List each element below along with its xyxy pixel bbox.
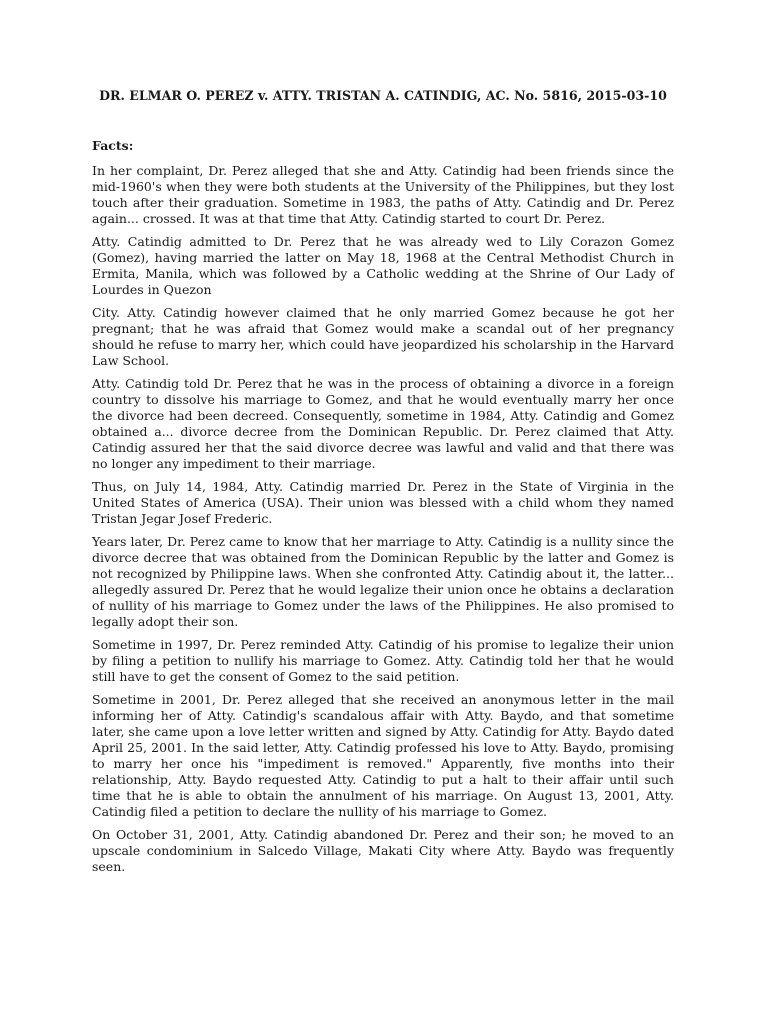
document-page [92,88,674,882]
paragraph-1: In her complaint, Dr. Perez alleged that she and Atty. Catindig had been friends since the mid-1960's when they were both students at the University of the Philippines, but they lost touch after their graduation. Sometime in 1983, the paths of Atty. Catindig and Dr. Perez again... crossed. It was at that time that Atty. Catindig started to court Dr. Perez. [92,163,674,226]
document-title: DR. ELMAR O. PEREZ v. ATTY. TRISTAN A. CATINDIG, AC. No. 5816, 2015-03-10 [99,88,667,103]
paragraph-6: Years later, Dr. Perez came to know that her marriage to Atty. Catindig is a nullity since the divorce decree that was obtained from the Dominican Republic by the latter and Gomez is not recognized by Philippine laws. When she confronted Atty. Catindig about it, the latter... allegedly assured Dr. Perez that he would legalize their union once he obtains a declaration of nullity of his marriage to Gomez under the laws of the Philippines. He also promised to legally adopt their son. [92,534,674,629]
paragraph-5: Thus, on July 14, 1984, Atty. Catindig married Dr. Perez in the State of Virginia in the United States of America (USA). Their union was blessed with a child whom they named Tristan Jegar Josef Frederic. [92,479,674,526]
paragraph-4: Atty. Catindig told Dr. Perez that he was in the process of obtaining a divorce in a foreign country to dissolve his marriage to Gomez, and that he would eventually marry her once the divorce had been decreed. Consequently, sometime in 1984, Atty. Catindig and Gomez obtained a... divorce decree from the Dominican Republic. Dr. Perez claimed that Atty. Catindig assured her that the said divorce decree was lawful and valid and that there was no longer any impediment to their marriage. [92,376,674,471]
paragraph-7: Sometime in 1997, Dr. Perez reminded Atty. Catindig of his promise to legalize their union by filing a petition to nullify his marriage to Gomez. Atty. Catindig told her that he would still have to get the consent of Gomez to the said petition. [92,637,674,684]
section-heading-facts: Facts: [92,138,134,153]
paragraph-2: Atty. Catindig admitted to Dr. Perez that he was already wed to Lily Corazon Gomez (Gomez), having married the latter on May 18, 1968 at the Central Methodist Church in Ermita, Manila, which was followed by a Catholic wedding at the Shrine of Our Lady of Lourdes in Quezon [92,234,674,297]
paragraph-8: Sometime in 2001, Dr. Perez alleged that she received an anonymous letter in the mail informing her of Atty. Catindig's scandalous affair with Atty. Baydo, and that sometime later, she came upon a love letter written and signed by Atty. Catindig for Atty. Baydo dated April 25, 2001. In the said letter, Atty. Catindig professed his love to Atty. Baydo, promising to marry her once his "impediment is removed." Apparently, five months into their relationship, Atty. Baydo requested Atty. Catindig to put a halt to their affair until such time that he is able to obtain the annulment of his marriage. On August 13, 2001, Atty. Catindig filed a petition to declare the nullity of his marriage to Gomez. [92,692,674,819]
paragraph-3: City. Atty. Catindig however claimed that he only married Gomez because he got her pregnant; that he was afraid that Gomez would make a scandal out of her pregnancy should he refuse to marry her, which could have jeopardized his scholarship in the Harvard Law School. [92,305,674,368]
paragraph-9: On October 31, 2001, Atty. Catindig abandoned Dr. Perez and their son; he moved to an upscale condominium in Salcedo Village, Makati City where Atty. Baydo was frequently seen. [92,827,674,874]
